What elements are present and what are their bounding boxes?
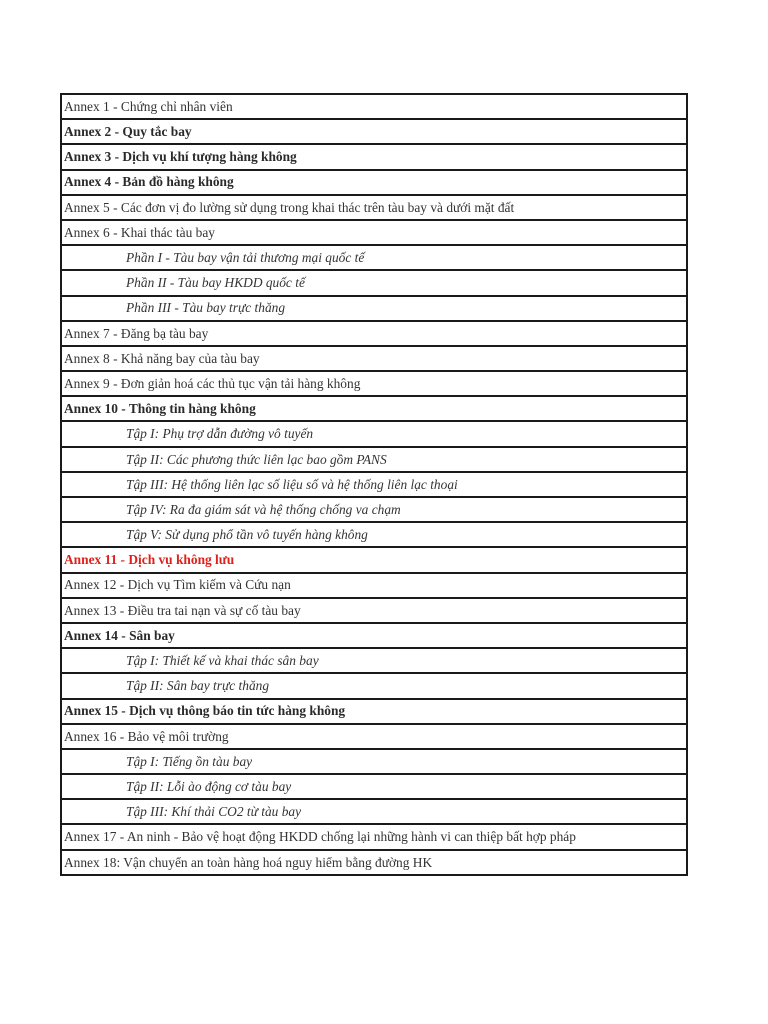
- annex-subsection-row: [62, 523, 686, 548]
- annex-subsection-text: Tập V: Sử dụng phổ tần vô tuyến hàng không: [126, 527, 368, 543]
- annex-row: [62, 725, 686, 750]
- annex-title-text: Annex 11 - Dịch vụ không lưu: [64, 552, 235, 568]
- annex-subsection-text: Tập III: Khí thải CO2 từ tàu bay: [126, 804, 302, 820]
- annex-subsection-text: Tập II: Sân bay trực thăng: [126, 678, 270, 694]
- annex-row: [62, 95, 686, 120]
- annex-title-text: Annex 5 - Các đơn vị đo lường sử dụng trong khai thác trên tàu bay và dưới mặt đất: [64, 199, 515, 215]
- annex-title-text: Annex 9 - Đơn giản hoá các thủ tục vận tải hàng không: [64, 375, 361, 391]
- annex-subsection-text: Tập I: Thiết kế và khai thác sân bay: [126, 653, 319, 669]
- annex-subsection-row: [62, 271, 686, 296]
- annex-title-text: Annex 8 - Khả năng bay của tàu bay: [64, 350, 260, 366]
- annex-title-text: Annex 7 - Đăng bạ tàu bay: [64, 325, 209, 341]
- annex-row: [62, 599, 686, 624]
- annex-title-text: Annex 4 - Bản đồ hàng không: [64, 174, 234, 190]
- annex-title-text: Annex 6 - Khai thác tàu bay: [64, 224, 215, 240]
- annex-title-text: Annex 12 - Dịch vụ Tìm kiếm và Cứu nạn: [64, 577, 291, 593]
- annex-row: [62, 145, 686, 170]
- annex-title-text: Annex 18: Vận chuyển an toàn hàng hoá nguy hiểm bằng đường HK: [64, 854, 433, 870]
- annex-title-text: Annex 13 - Điều tra tai nạn và sự cố tàu bay: [64, 602, 301, 618]
- annex-row: [62, 397, 686, 422]
- annex-subsection-row: [62, 674, 686, 699]
- annex-subsection-text: Phần I - Tàu bay vận tải thương mại quốc tế: [126, 250, 365, 266]
- annex-table: [60, 93, 688, 876]
- annex-title-text: Annex 17 - An ninh - Bảo vệ hoạt động HKDD chống lại những hành vi can thiệp bất hợp pháp: [64, 829, 576, 845]
- annex-title-text: Annex 10 - Thông tin hàng không: [64, 401, 256, 417]
- annex-subsection-row: [62, 448, 686, 473]
- annex-subsection-text: Tập I: Tiếng ồn tàu bay: [126, 753, 253, 769]
- annex-row: [62, 322, 686, 347]
- annex-subsection-text: Phần III - Tàu bay trực thăng: [126, 300, 286, 316]
- annex-row: [62, 120, 686, 145]
- annex-subsection-text: Tập I: Phụ trợ dẫn đường vô tuyến: [126, 426, 314, 442]
- annex-title-text: Annex 3 - Dịch vụ khí tượng hàng không: [64, 149, 297, 165]
- annex-row: [62, 221, 686, 246]
- annex-title-text: Annex 15 - Dịch vụ thông báo tin tức hàng không: [64, 703, 346, 719]
- annex-subsection-row: [62, 775, 686, 800]
- annex-row: [62, 347, 686, 372]
- annex-subsection-row: [62, 473, 686, 498]
- annex-subsection-text: Tập III: Hệ thống liên lạc số liệu số và hệ thống liên lạc thoại: [126, 476, 458, 492]
- annex-row: [62, 372, 686, 397]
- annex-subsection-row: [62, 649, 686, 674]
- annex-subsection-text: Tập IV: Ra đa giám sát và hệ thống chống va chạm: [126, 501, 401, 517]
- annex-title-text: Annex 14 - Sân bay: [64, 627, 175, 643]
- annex-row: [62, 624, 686, 649]
- annex-row: [62, 825, 686, 850]
- annex-subsection-row: [62, 297, 686, 322]
- annex-title-text: Annex 2 - Quy tắc bay: [64, 124, 192, 140]
- annex-subsection-text: Tập II: Lỗi ào động cơ tàu bay: [126, 778, 292, 794]
- annex-row: [62, 171, 686, 196]
- annex-row: [62, 548, 686, 573]
- annex-title-text: Annex 16 - Bảo vệ môi trường: [64, 728, 229, 744]
- annex-subsection-row: [62, 750, 686, 775]
- annex-title-text: Annex 1 - Chứng chỉ nhân viên: [64, 98, 233, 114]
- annex-subsection-row: [62, 800, 686, 825]
- annex-subsection-row: [62, 422, 686, 447]
- annex-subsection-text: Phần II - Tàu bay HKDD quốc tế: [126, 275, 305, 291]
- annex-subsection-text: Tập II: Các phương thức liên lạc bao gồm PANS: [126, 451, 387, 467]
- annex-row: [62, 700, 686, 725]
- annex-row: [62, 851, 686, 876]
- annex-row: [62, 574, 686, 599]
- annex-subsection-row: [62, 498, 686, 523]
- annex-row: [62, 196, 686, 221]
- annex-subsection-row: [62, 246, 686, 271]
